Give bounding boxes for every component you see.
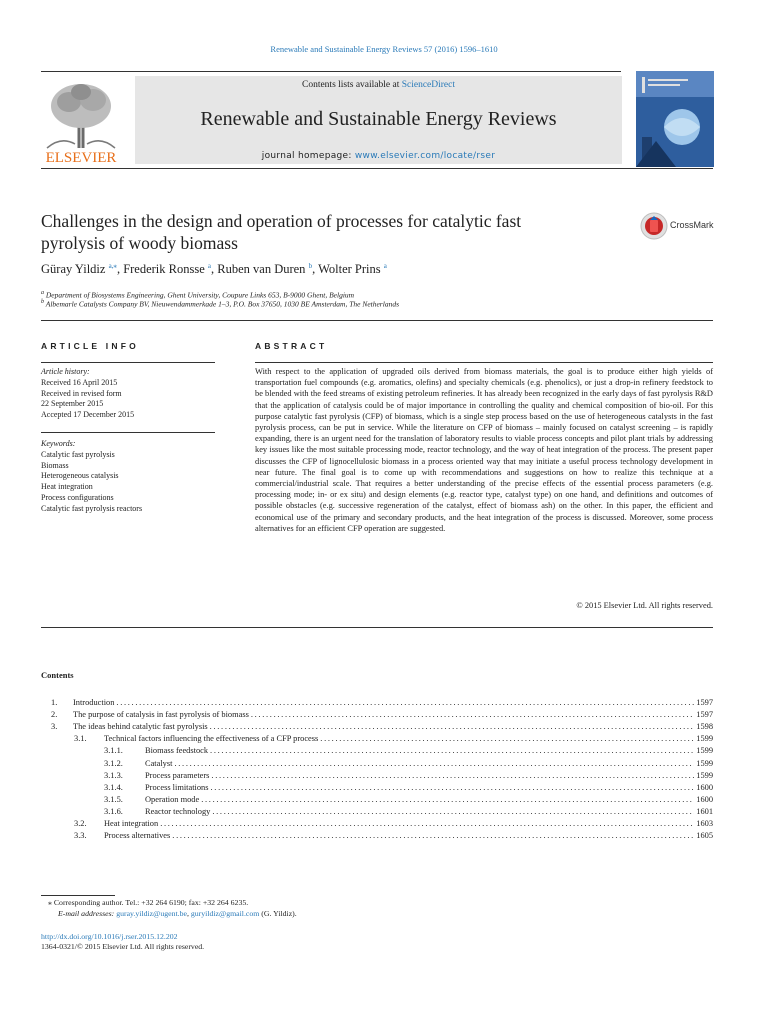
- email-link[interactable]: guryildiz@gmail.com: [190, 909, 260, 918]
- journal-title: Renewable and Sustainable Energy Reviews: [200, 108, 557, 130]
- article-info-rule: [41, 362, 215, 363]
- toc-entry-title[interactable]: Process alternatives: [104, 831, 171, 841]
- crossmark-label: CrossMark: [670, 220, 714, 230]
- affiliation-text: Albemarle Catalysts Company BV, Nieuwendammerkade 1–3, P.O. Box 37650, 1030 BE Amsterdam, The Netherlands: [45, 299, 399, 309]
- journal-cover-image[interactable]: [636, 71, 714, 167]
- article-title-line-1: Challenges in the design and operation of processes for catalytic fast: [41, 211, 522, 231]
- keyword-item: Heterogeneous catalysis: [41, 471, 119, 481]
- history-entry: Received in revised form: [41, 388, 122, 398]
- toc-entry[interactable]: [41, 734, 713, 746]
- toc-entry-page: 1601: [696, 806, 713, 816]
- toc-entry-number: 3.: [51, 722, 58, 732]
- elsevier-logo: [41, 76, 121, 166]
- toc-entry-title[interactable]: Operation mode: [145, 794, 200, 804]
- toc-entry-page: 1600: [696, 794, 713, 804]
- abstract-heading: ABSTRACT: [255, 341, 328, 351]
- author-affiliation-mark[interactable]: a: [207, 261, 212, 270]
- toc-entry-number: 2.: [51, 710, 58, 720]
- affiliation-b: [41, 299, 399, 309]
- author-name[interactable]: Ruben van Duren: [217, 262, 306, 276]
- toc-entry-title[interactable]: Catalyst: [145, 758, 173, 768]
- section-divider: [41, 320, 713, 321]
- abstract-rule: [255, 362, 713, 363]
- affiliation-mark: a: [41, 290, 44, 296]
- doi-link[interactable]: http://dx.doi.org/10.1016/j.rser.2015.12.202: [41, 932, 178, 941]
- email-suffix: (G. Yildiz).: [259, 909, 297, 918]
- toc-entry-page: 1605: [696, 831, 713, 841]
- toc-entry-number: 3.1.: [74, 734, 87, 744]
- toc-entry-title[interactable]: Technical factors influencing the effectiveness of a CFP process: [104, 734, 319, 744]
- toc-entry-number: 1.: [51, 698, 58, 707]
- toc-entry-title[interactable]: The purpose of catalysis in fast pyrolysis of biomass: [73, 710, 249, 720]
- footnote-rule: [41, 895, 115, 896]
- toc-entry-number: 3.1.1.: [104, 746, 123, 756]
- contents-heading: Contents: [41, 670, 74, 680]
- email-addresses: [58, 909, 297, 918]
- homepage-link[interactable]: www.elsevier.com/locate/rser: [354, 151, 496, 161]
- toc-entry-title[interactable]: Process parameters: [145, 770, 210, 780]
- toc-entry-number: 3.1.5.: [104, 794, 123, 804]
- toc-entry[interactable]: [41, 771, 713, 783]
- toc-leader-dots: [160, 819, 694, 828]
- toc-entry-page: 1599: [696, 770, 713, 780]
- abstract-text: With respect to the application of upgraded oils derived from biomass materials, the goal is to produce either high yields of transportation fuel compounds (e.g. aromatics, olefins) and specialty chemicals (e.g. phenolics), or just a drop-in refinery feedstock to be blended with the feed streams of existing petroleum refineries. It has already been recognized in the early days of fast pyrolysis R&D that the application of catalysis could be of major importance in controlling the quality and chemical composition of bio-oil. For this purpose catalytic fast pyrolysis (CFP) of biomass, which is a single step process based on the use of heterogeneous catalysts in the fast pyrolysis process, can be put in service. While the literature on CFP of biomass – mainly focused on catalyst screening – is rapidly expanding, there is an urgent need for the translation of laboratory results to viable process concepts and pilot plant trials by addressing key issues like the most suitable processing mode, reactor technology, and the way of heat integration of the process. The present paper discusses the CFP of lignocellulosic biomass in a process oriented way that may initiate a useful process technology development in near future. The final goal is to come up with recommendations and suggestions on how to realize this technique at a commercial/industrial scale. That requires a better understanding of the precise effects of the essential process parameters (e.g. processing mode; in- or ex situ) and design elements (e.g. reactor type, catalyst type) on one hand, and definitions and outcomes of possible obstacles (e.g. successive regeneration of the catalyst, effect of biomass ash) on the other. In this paper, the efficient and economical use of the primary and secondary products, and the heat integration of the process is discussed. Moreover, some process alternatives for an efficient CFP operation are suggested.: [255, 367, 713, 533]
- header-top-rule: [41, 71, 621, 72]
- email-label: E-mail addresses:: [58, 909, 117, 918]
- author-affiliation-mark[interactable]: a: [383, 261, 387, 270]
- toc-entry-title[interactable]: Heat integration: [104, 819, 159, 828]
- toc-entry-title[interactable]: Biomass feedstock: [145, 746, 209, 756]
- sciencedirect-link[interactable]: ScienceDirect: [401, 80, 455, 90]
- toc-entry-title[interactable]: Reactor technology: [145, 806, 211, 816]
- toc-entry[interactable]: [41, 795, 713, 807]
- history-entry: 22 September 2015: [41, 399, 104, 409]
- keyword-item: Heat integration: [41, 482, 93, 492]
- keyword-item: Catalytic fast pyrolysis: [41, 449, 115, 459]
- journal-reference-link[interactable]: Renewable and Sustainable Energy Reviews 57 (2016) 1596–1610: [270, 44, 498, 54]
- toc-entry-number: 3.1.6.: [104, 806, 123, 816]
- toc-leader-dots: [212, 807, 694, 816]
- toc-entry-number: 3.2.: [74, 819, 87, 828]
- email-separator: ,: [186, 909, 191, 918]
- keyword-item: Catalytic fast pyrolysis reactors: [41, 503, 143, 513]
- toc-leader-dots: [320, 734, 694, 743]
- toc-entry-number: 3.1.2.: [104, 758, 123, 768]
- toc-entry[interactable]: [41, 831, 713, 843]
- author-affiliation-mark[interactable]: b: [308, 261, 313, 270]
- author-name[interactable]: Wolter Prins: [318, 262, 381, 276]
- article-history: [41, 367, 134, 421]
- history-entry: Received 16 April 2015: [41, 377, 118, 387]
- toc-entry-page: 1599: [696, 746, 713, 756]
- article-info-rule: [41, 432, 215, 433]
- article-title: [41, 210, 631, 254]
- author-name[interactable]: Frederik Ronsse: [123, 262, 205, 276]
- toc-entry[interactable]: [41, 746, 713, 758]
- toc-entry-number: 3.1.3.: [104, 770, 123, 780]
- toc-entry-page: 1598: [696, 722, 713, 732]
- author-list: Güray Yildiz $^{a,⁎}$, Frederik Ronsse $^a$, Ruben van Duren $^b$, Wolter Prins $^a$: [41, 261, 387, 276]
- contents-prefix: Contents lists available at: [301, 80, 402, 90]
- homepage-prefix: journal homepage:: [261, 151, 355, 161]
- keywords-label: Keywords:: [41, 439, 76, 448]
- toc-entry-page: 1597: [696, 710, 713, 720]
- keywords-block: [41, 439, 142, 515]
- keyword-item: Process configurations: [41, 492, 114, 502]
- toc-entry-page: 1599: [696, 758, 713, 768]
- toc-entry-page: 1599: [696, 734, 713, 744]
- elsevier-logo-text: ELSEVIER: [45, 150, 117, 166]
- contents-availability: [135, 80, 622, 90]
- toc-entry[interactable]: [41, 710, 713, 722]
- toc-entry-number: 3.3.: [74, 831, 87, 841]
- affiliation-mark: b: [41, 299, 44, 305]
- crossmark-icon: [640, 212, 668, 240]
- section-divider: [41, 627, 713, 628]
- toc-leader-dots: [211, 771, 694, 780]
- toc-entry[interactable]: [41, 807, 713, 819]
- header-bottom-rule: [41, 168, 713, 169]
- toc-leader-dots: [116, 698, 694, 707]
- history-label: Article history:: [41, 367, 90, 376]
- toc-leader-dots: [251, 710, 694, 719]
- toc-entry[interactable]: [41, 698, 713, 710]
- affiliation-text: Department of Biosystems Engineering, Ghent University, Coupure Links 653, B-9000 Ghent, Belgium: [45, 290, 355, 300]
- toc-leader-dots: [210, 746, 694, 755]
- toc-entry-page: 1603: [696, 819, 713, 828]
- toc-entry-title[interactable]: Process limitations: [145, 782, 209, 792]
- toc-entry[interactable]: [41, 819, 713, 831]
- email-link[interactable]: guray.yildiz@ugent.be: [116, 909, 187, 918]
- toc-entry[interactable]: [41, 783, 713, 795]
- history-entry: Accepted 17 December 2015: [41, 410, 135, 420]
- crossmark-badge[interactable]: [640, 212, 720, 242]
- article-title-line-2: pyrolysis of woody biomass: [41, 233, 238, 253]
- article-info-heading: ARTICLE INFO: [41, 341, 139, 351]
- toc-entry[interactable]: [41, 759, 713, 771]
- author-affiliation-mark[interactable]: a,⁎: [108, 261, 117, 270]
- toc-leader-dots: [210, 722, 695, 731]
- toc-leader-dots: [172, 831, 694, 840]
- toc-entry-page: 1600: [696, 782, 713, 792]
- toc-leader-dots: [174, 759, 694, 768]
- toc-leader-dots: [211, 783, 695, 792]
- keyword-item: Biomass: [41, 460, 69, 470]
- author-name[interactable]: Güray Yildiz: [41, 262, 106, 276]
- toc-entry-title[interactable]: The ideas behind catalytic fast pyrolysis: [73, 722, 208, 732]
- toc-entry[interactable]: [41, 722, 713, 734]
- toc-leader-dots: [201, 795, 694, 804]
- toc-entry-title[interactable]: Introduction: [73, 698, 115, 707]
- corresponding-author-note: ⁎ Corresponding author. Tel.: +32 264 6190; fax: +32 264 6235.: [48, 898, 249, 907]
- toc-entry-page: 1597: [696, 698, 713, 707]
- abstract-copyright: © 2015 Elsevier Ltd. All rights reserved.: [576, 601, 713, 610]
- journal-homepage: [135, 151, 622, 161]
- toc-entry-number: 3.1.4.: [104, 782, 123, 792]
- issn-line: 1364-0321/© 2015 Elsevier Ltd. All rights reserved.: [41, 942, 205, 951]
